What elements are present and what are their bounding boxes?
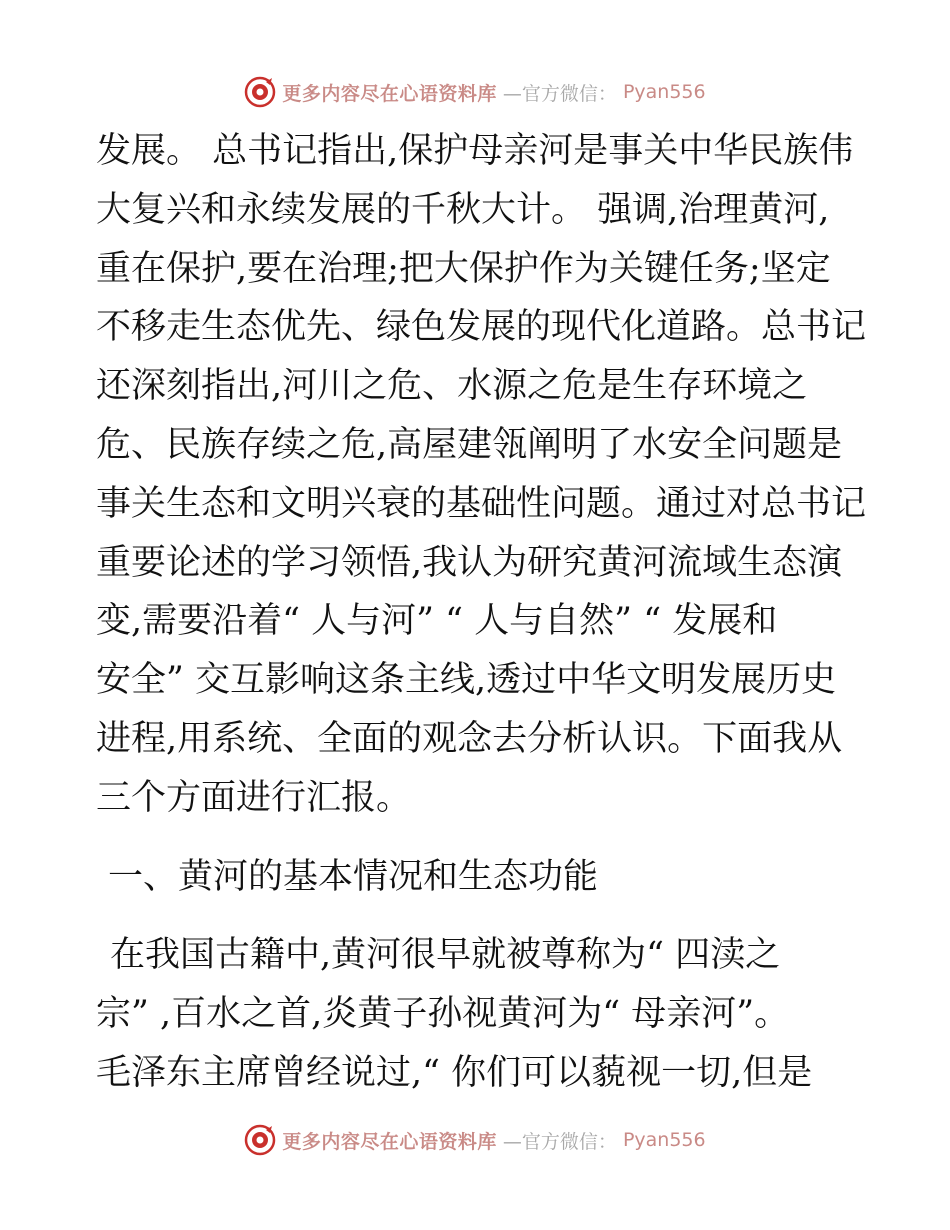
text-line: 在我国古籍中,黄河很早就被尊称为“ 四渎之 xyxy=(110,935,781,976)
spacer xyxy=(96,906,856,926)
header-watermark xyxy=(0,72,950,112)
watermark-logo-icon xyxy=(244,1124,276,1156)
text-line: 重在保护,要在治理;把大保护作为关键任务;坚定 xyxy=(96,248,831,289)
watermark-text: 更多内容尽在心语资料库 xyxy=(282,82,497,105)
text-line: 事关生态和文明兴衰的基础性问题。通过对总书记 xyxy=(96,483,867,524)
text-line: 大复兴和永续发展的千秋大计。 强调,治理黄河, xyxy=(96,189,830,230)
watermark-text: 更多内容尽在心语资料库 xyxy=(282,1130,497,1153)
watermark-logo-icon xyxy=(244,76,276,108)
text-line: 不移走生态优先、绿色发展的现代化道路。总书记 xyxy=(96,307,867,348)
text-line: 安全” 交互影响这条主线,透过中华文明发展历史 xyxy=(96,660,837,701)
paragraph-2 xyxy=(96,926,856,1102)
text-line: 毛泽东主席曾经说过,“ 你们可以藐视一切,但是 xyxy=(96,1052,813,1093)
watermark-separator: —官方微信： xyxy=(502,1130,617,1153)
text-line: 三个方面进行汇报。 xyxy=(96,777,412,818)
watermark-separator: —官方微信： xyxy=(502,82,617,105)
text-line: 发展。 总书记指出,保护母亲河是事关中华民族伟 xyxy=(96,131,854,171)
text-line: 还深刻指出,河川之危、水源之危是生存环境之 xyxy=(96,366,808,407)
paragraph-1 xyxy=(96,122,867,828)
document-body xyxy=(96,122,867,1103)
footer-watermark xyxy=(0,1120,950,1160)
section-heading: 一、黄河的基本情况和生态功能 xyxy=(108,856,599,897)
watermark-wechat-id: Pyan556 xyxy=(622,1129,706,1151)
text-line: 危、民族存续之危,高屋建瓴阐明了水安全问题是 xyxy=(96,424,843,465)
spacer xyxy=(96,828,856,848)
watermark-wechat-id: Pyan556 xyxy=(622,81,706,103)
text-line: 进程,用系统、全面的观念去分析认识。下面我从 xyxy=(96,718,843,759)
text-line: 变,需要沿着“ 人与河” “ 人与自然” “ 发展和 xyxy=(96,601,778,642)
text-line: 重要论述的学习领悟,我认为研究黄河流域生态演 xyxy=(96,542,843,583)
text-line: 宗” ,百水之首,炎黄子孙视黄河为“ 母亲河”。 xyxy=(96,994,790,1035)
